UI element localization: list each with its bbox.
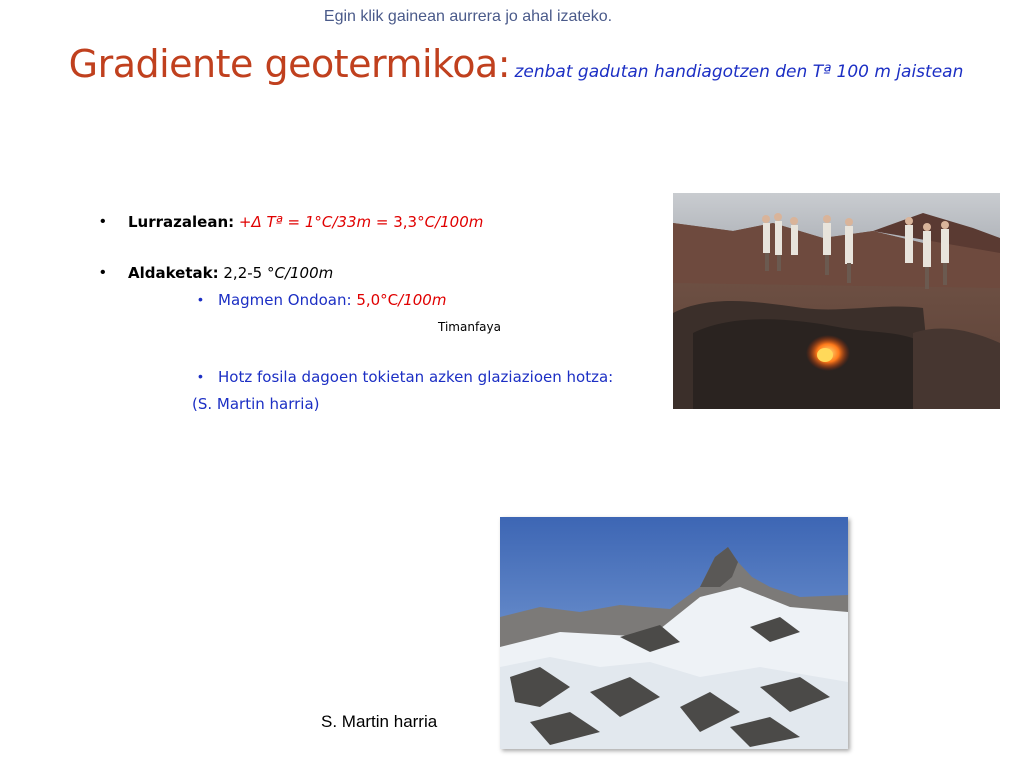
magma-label: Magmen Ondoan: bbox=[218, 291, 357, 309]
slide-title bbox=[66, 40, 966, 89]
sub-bullet-marker: • bbox=[198, 291, 203, 307]
bullet-magma bbox=[218, 291, 446, 309]
bullet-marker: • bbox=[100, 213, 106, 230]
sub-bullet-marker: • bbox=[198, 368, 203, 384]
surface-value: 3,3° bbox=[393, 213, 425, 231]
bullet-fossil-line2: (S. Martin harria) bbox=[192, 395, 320, 413]
bullet-marker: • bbox=[100, 264, 106, 281]
title-main: Gradiente geotermikoa: bbox=[68, 42, 511, 86]
surface-label: Lurrazalean: bbox=[128, 213, 235, 231]
timanfaya-label: Timanfaya bbox=[438, 320, 501, 334]
bullet-surface bbox=[128, 213, 483, 231]
bullet-changes bbox=[128, 264, 333, 282]
changes-value: 2,2-5 ° bbox=[218, 264, 275, 282]
surface-unit: C/100m bbox=[424, 213, 484, 231]
changes-unit: C/100m bbox=[274, 264, 334, 282]
mountain-photo bbox=[500, 517, 848, 749]
surface-equals: = bbox=[371, 213, 394, 231]
volcano-photo bbox=[673, 193, 1000, 409]
bullet-fossil-line1: Hotz fosila dagoen tokietan azken glaziazioen hotza: bbox=[218, 368, 614, 386]
title-subtitle: zenbat gadutan handiagotzen den Tª 100 m jaistean bbox=[514, 62, 964, 82]
changes-label: Aldaketak: bbox=[128, 264, 219, 282]
mountain-caption: S. Martin harria bbox=[321, 712, 438, 731]
magma-value: 5,0°C bbox=[356, 291, 399, 309]
click-hint: Egin klik gainean aurrera jo ahal izateko. bbox=[323, 8, 613, 25]
magma-unit: /100m bbox=[398, 291, 447, 309]
surface-formula: +Δ Tª = 1°C/33m bbox=[238, 213, 372, 231]
